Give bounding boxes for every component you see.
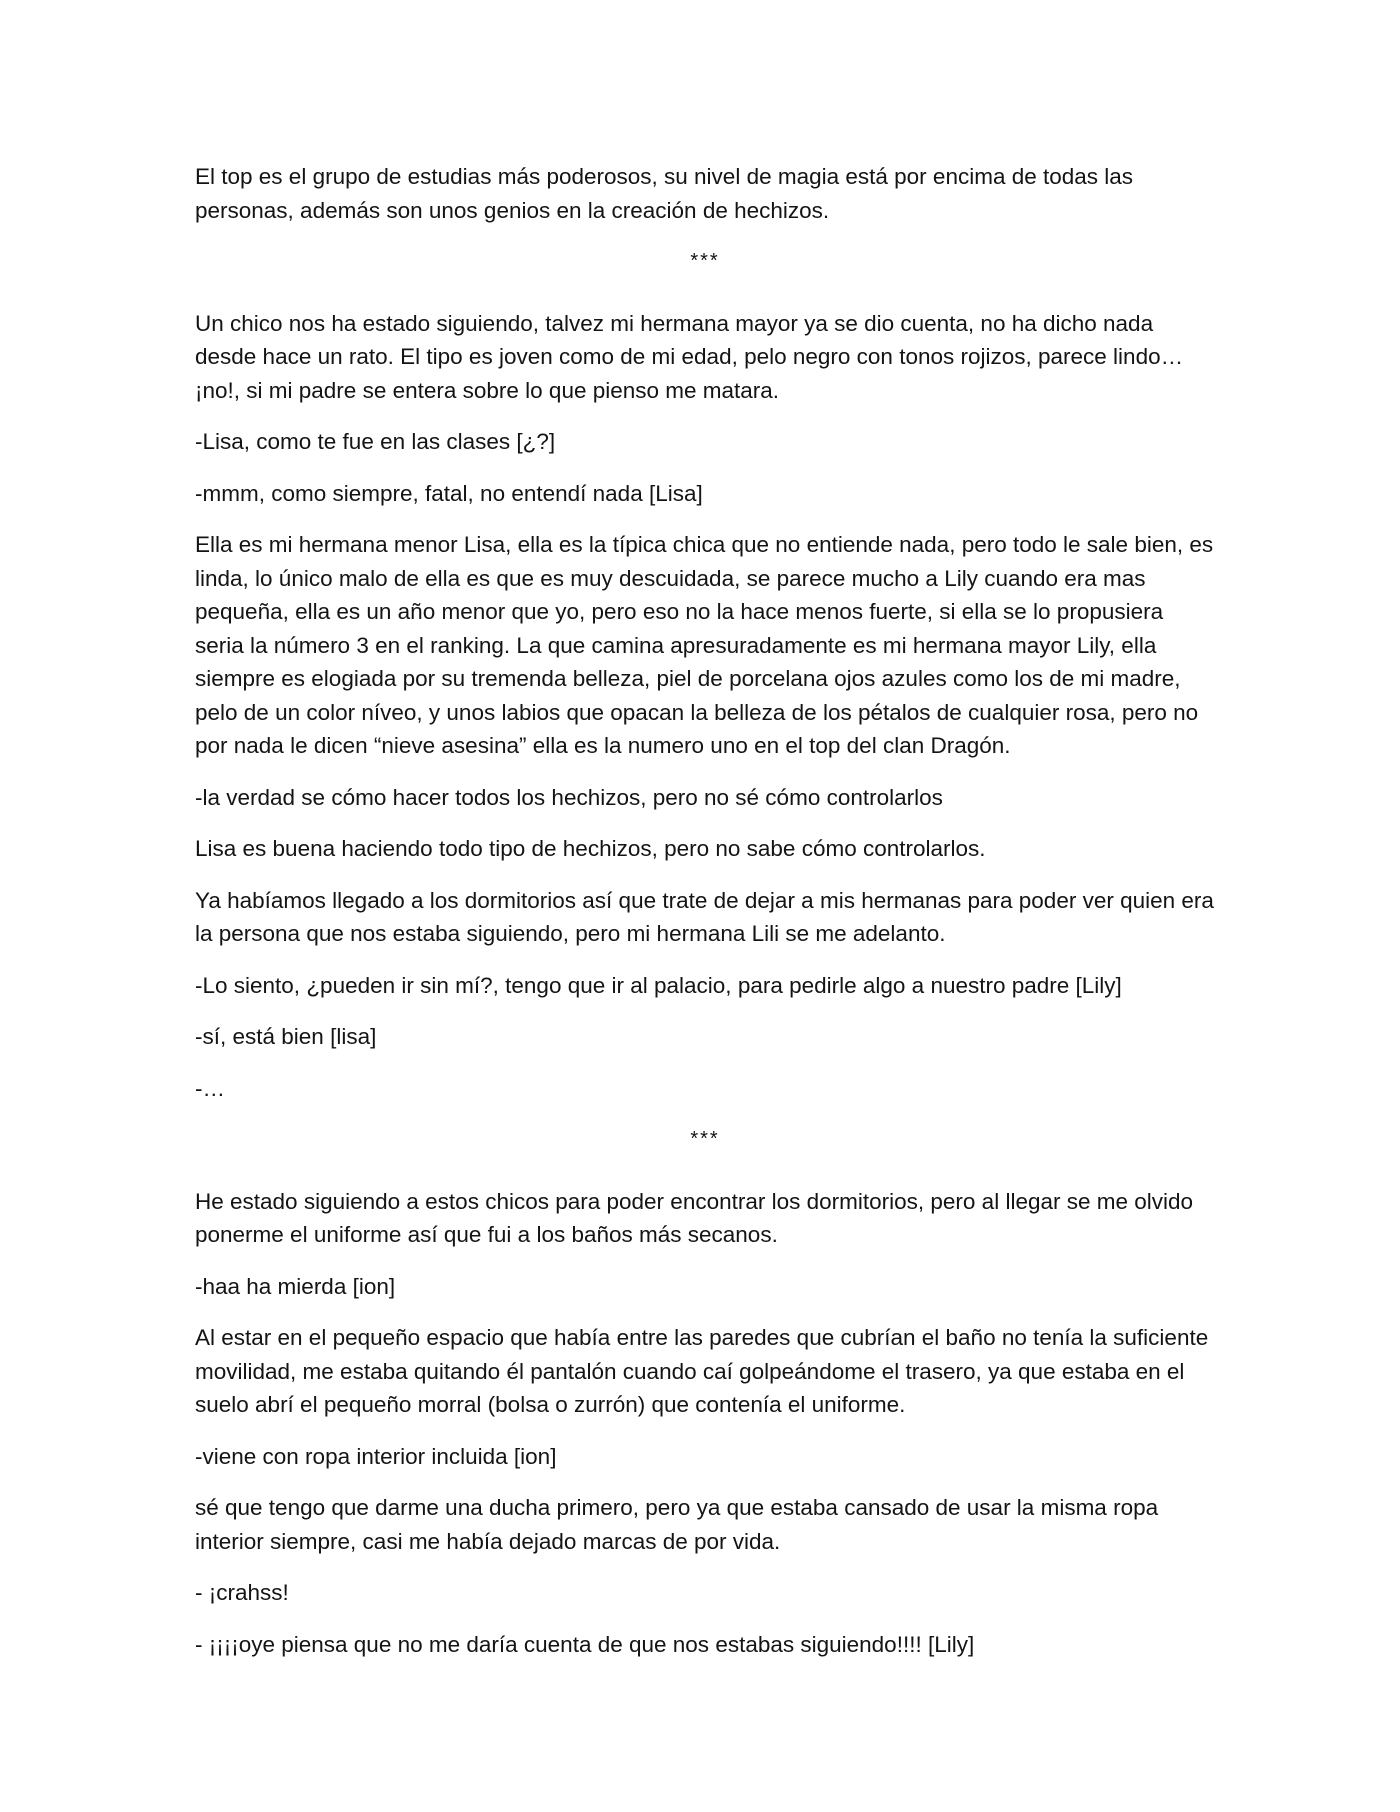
document-body (195, 160, 1215, 1679)
dialogue-line: -Lisa, como te fue en las clases [¿?] (195, 429, 556, 454)
dialogue-line: -sí, está bien [lisa] (195, 1024, 377, 1049)
dialogue-line: -… (195, 1075, 225, 1101)
dialogue-line: - ¡¡¡¡oye piensa que no me daría cuenta de que nos estabas siguiendo!!!! [Lily] (195, 1631, 975, 1657)
dialogue-line: -Lo siento, ¿pueden ir sin mí?, tengo que ir al palacio, para pedirle algo a nuestro padre [Lily] (195, 972, 1122, 998)
dialogue-line: - ¡crahss! (195, 1580, 289, 1605)
section-separator: *** (690, 1128, 720, 1150)
dialogue-line: -haa ha mierda [ion] (195, 1273, 396, 1299)
dialogue-line: -viene con ropa interior incluida [ion] (195, 1443, 557, 1469)
paragraph: Ella es mi hermana menor Lisa, ella es la típica chica que no entiende nada, pero todo le sale bien, es linda, lo único malo de ella es que es muy descuidada, se parece mucho a Lily cuando era mas pequeña, ella es un año menor que yo, pero eso no la hace menos fuerte, si ella se lo propusiera seria la número 3 en el ranking. La que camina apresuradamente es mi hermana mayor Lily, ella siempre es elogiada por su tremenda belleza, piel de porcelana ojos azules como los de mi madre, pelo de un color níveo, y unos labios que opacan la belleza de los pétalos de cualquier rosa, pero no por nada le dicen “nieve asesina” ella es la numero uno en el top del clan Dragón. (195, 532, 1214, 758)
paragraph: Lisa es buena haciendo todo tipo de hechizos, pero no sabe cómo controlarlos. (195, 836, 986, 861)
paragraph: Ya habíamos llegado a los dormitorios así que trate de dejar a mis hermanas para poder ver quien era la persona que nos estaba siguiendo, pero mi hermana Lili se me adelanto. (195, 887, 1214, 946)
paragraph: Un chico nos ha estado siguiendo, talvez mi hermana mayor ya se dio cuenta, no ha dicho nada desde hace un rato. El tipo es joven como de mi edad, pelo negro con tonos rojizos, parece lindo… ¡no!, si mi padre se entera sobre lo que pienso me matara. (195, 310, 1184, 403)
paragraph: El top es el grupo de estudias más poderosos, su nivel de magia está por encima de todas las personas, además son unos genios en la creación de hechizos. (195, 164, 1134, 223)
section-separator: *** (690, 250, 720, 272)
paragraph: Al estar en el pequeño espacio que había entre las paredes que cubrían el baño no tenía la suficiente movilidad, me estaba quitando él pantalón cuando caí golpeándome el trasero, ya que estaba en el suelo abrí el pequeño morral (bolsa o zurrón) que contenía el uniforme. (195, 1325, 1209, 1417)
dialogue-line: -mmm, como siempre, fatal, no entendí nada [Lisa] (195, 480, 703, 506)
paragraph: He estado siguiendo a estos chicos para poder encontrar los dormitorios, pero al llegar se me olvido ponerme el uniforme así que fui a los baños más secanos. (195, 1188, 1194, 1247)
dialogue-line: -la verdad se cómo hacer todos los hechizos, pero no sé cómo controlarlos (195, 784, 943, 810)
paragraph: sé que tengo que darme una ducha primero, pero ya que estaba cansado de usar la misma ropa interior siempre, casi me había dejado marcas de por vida. (195, 1495, 1159, 1554)
